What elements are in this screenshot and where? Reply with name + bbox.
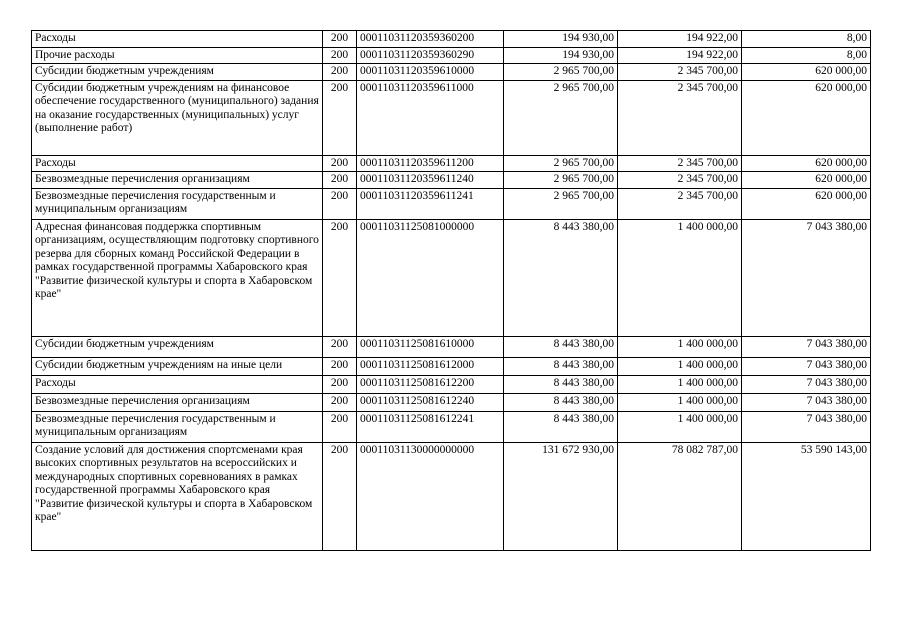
planned-amount-cell: 2 965 700,00 xyxy=(504,188,618,219)
row-name-cell: Субсидии бюджетным учреждениям xyxy=(32,336,323,357)
planned-amount-cell: 2 965 700,00 xyxy=(504,172,618,189)
table-row xyxy=(32,219,871,336)
executed-amount-cell: 2 345 700,00 xyxy=(618,172,742,189)
executed-amount-cell: 2 345 700,00 xyxy=(618,155,742,172)
classification-code-cell: 00011031125081612000 xyxy=(357,357,504,375)
row-code-cell: 200 xyxy=(323,47,357,64)
remainder-amount-cell: 8,00 xyxy=(742,47,871,64)
classification-code-cell: 00011031120359611240 xyxy=(357,172,504,189)
planned-amount-cell: 8 443 380,00 xyxy=(504,219,618,336)
classification-code-cell: 00011031120359360290 xyxy=(357,47,504,64)
table-row xyxy=(32,47,871,64)
executed-amount-cell: 1 400 000,00 xyxy=(618,411,742,442)
classification-code-cell: 00011031120359360200 xyxy=(357,31,504,48)
remainder-amount-cell: 7 043 380,00 xyxy=(742,411,871,442)
executed-amount-cell: 2 345 700,00 xyxy=(618,80,742,155)
remainder-amount-cell: 620 000,00 xyxy=(742,188,871,219)
classification-code-cell: 00011031125081612200 xyxy=(357,375,504,393)
planned-amount-cell: 8 443 380,00 xyxy=(504,375,618,393)
remainder-amount-cell: 7 043 380,00 xyxy=(742,219,871,336)
row-code-cell: 200 xyxy=(323,172,357,189)
executed-amount-cell: 194 922,00 xyxy=(618,31,742,48)
row-code-cell: 200 xyxy=(323,442,357,550)
row-name-cell: Расходы xyxy=(32,31,323,48)
classification-code-cell: 00011031125081000000 xyxy=(357,219,504,336)
row-name-cell: Безвозмездные перечисления государственным и муниципальным организациям xyxy=(32,188,323,219)
remainder-amount-cell: 7 043 380,00 xyxy=(742,375,871,393)
table-row xyxy=(32,393,871,411)
row-code-cell: 200 xyxy=(323,219,357,336)
remainder-amount-cell: 53 590 143,00 xyxy=(742,442,871,550)
executed-amount-cell: 1 400 000,00 xyxy=(618,393,742,411)
row-code-cell: 200 xyxy=(323,31,357,48)
table-row xyxy=(32,357,871,375)
table-row xyxy=(32,31,871,48)
table-row xyxy=(32,64,871,81)
row-code-cell: 200 xyxy=(323,64,357,81)
remainder-amount-cell: 620 000,00 xyxy=(742,64,871,81)
row-code-cell: 200 xyxy=(323,155,357,172)
remainder-amount-cell: 7 043 380,00 xyxy=(742,357,871,375)
planned-amount-cell: 8 443 380,00 xyxy=(504,393,618,411)
planned-amount-cell: 194 930,00 xyxy=(504,47,618,64)
row-name-cell: Создание условий для достижения спортсменами края высоких спортивных результатов на всероссийских и международных спортивных соревнованиях в рамках государственной программы Хабаровского края "Развитие физической культуры и спорта в Хабаровском крае" xyxy=(32,442,323,550)
row-code-cell: 200 xyxy=(323,80,357,155)
executed-amount-cell: 2 345 700,00 xyxy=(618,188,742,219)
row-code-cell: 200 xyxy=(323,357,357,375)
table-row xyxy=(32,336,871,357)
planned-amount-cell: 2 965 700,00 xyxy=(504,80,618,155)
executed-amount-cell: 1 400 000,00 xyxy=(618,336,742,357)
executed-amount-cell: 1 400 000,00 xyxy=(618,357,742,375)
classification-code-cell: 00011031120359610000 xyxy=(357,64,504,81)
classification-code-cell: 00011031125081612241 xyxy=(357,411,504,442)
planned-amount-cell: 194 930,00 xyxy=(504,31,618,48)
row-name-cell: Субсидии бюджетным учреждениям на финансовое обеспечение государственного (муниципального) задания на оказание государственных (муниципальных) услуг (выполнение работ) xyxy=(32,80,323,155)
planned-amount-cell: 8 443 380,00 xyxy=(504,336,618,357)
remainder-amount-cell: 620 000,00 xyxy=(742,155,871,172)
executed-amount-cell: 1 400 000,00 xyxy=(618,375,742,393)
row-name-cell: Адресная финансовая поддержка спортивным организациям, осуществляющим подготовку спортивного резерва для сборных команд Российской Федерации в рамках государственной программы Хабаровского края "Развитие физической культуры и спорта в Хабаровском крае" xyxy=(32,219,323,336)
planned-amount-cell: 8 443 380,00 xyxy=(504,357,618,375)
planned-amount-cell: 2 965 700,00 xyxy=(504,64,618,81)
classification-code-cell: 00011031125081612240 xyxy=(357,393,504,411)
planned-amount-cell: 131 672 930,00 xyxy=(504,442,618,550)
row-name-cell: Расходы xyxy=(32,155,323,172)
table-row xyxy=(32,411,871,442)
row-name-cell: Безвозмездные перечисления организациям xyxy=(32,393,323,411)
row-name-cell: Расходы xyxy=(32,375,323,393)
remainder-amount-cell: 7 043 380,00 xyxy=(742,336,871,357)
planned-amount-cell: 8 443 380,00 xyxy=(504,411,618,442)
classification-code-cell: 00011031125081610000 xyxy=(357,336,504,357)
executed-amount-cell: 194 922,00 xyxy=(618,47,742,64)
table-row xyxy=(32,155,871,172)
remainder-amount-cell: 620 000,00 xyxy=(742,172,871,189)
row-name-cell: Безвозмездные перечисления организациям xyxy=(32,172,323,189)
table-row xyxy=(32,80,871,155)
remainder-amount-cell: 620 000,00 xyxy=(742,80,871,155)
row-name-cell: Прочие расходы xyxy=(32,47,323,64)
classification-code-cell: 00011031120359611200 xyxy=(357,155,504,172)
row-name-cell: Безвозмездные перечисления государственным и муниципальным организациям xyxy=(32,411,323,442)
row-code-cell: 200 xyxy=(323,188,357,219)
table-row xyxy=(32,375,871,393)
executed-amount-cell: 1 400 000,00 xyxy=(618,219,742,336)
row-code-cell: 200 xyxy=(323,375,357,393)
budget-execution-table xyxy=(31,30,871,551)
remainder-amount-cell: 7 043 380,00 xyxy=(742,393,871,411)
table-body xyxy=(32,31,871,551)
row-name-cell: Субсидии бюджетным учреждениям xyxy=(32,64,323,81)
table-row xyxy=(32,442,871,550)
executed-amount-cell: 2 345 700,00 xyxy=(618,64,742,81)
row-name-cell: Субсидии бюджетным учреждениям на иные цели xyxy=(32,357,323,375)
classification-code-cell: 00011031120359611241 xyxy=(357,188,504,219)
table-row xyxy=(32,188,871,219)
remainder-amount-cell: 8,00 xyxy=(742,31,871,48)
classification-code-cell: 00011031120359611000 xyxy=(357,80,504,155)
table-row xyxy=(32,172,871,189)
executed-amount-cell: 78 082 787,00 xyxy=(618,442,742,550)
row-code-cell: 200 xyxy=(323,393,357,411)
classification-code-cell: 00011031130000000000 xyxy=(357,442,504,550)
row-code-cell: 200 xyxy=(323,411,357,442)
row-code-cell: 200 xyxy=(323,336,357,357)
planned-amount-cell: 2 965 700,00 xyxy=(504,155,618,172)
